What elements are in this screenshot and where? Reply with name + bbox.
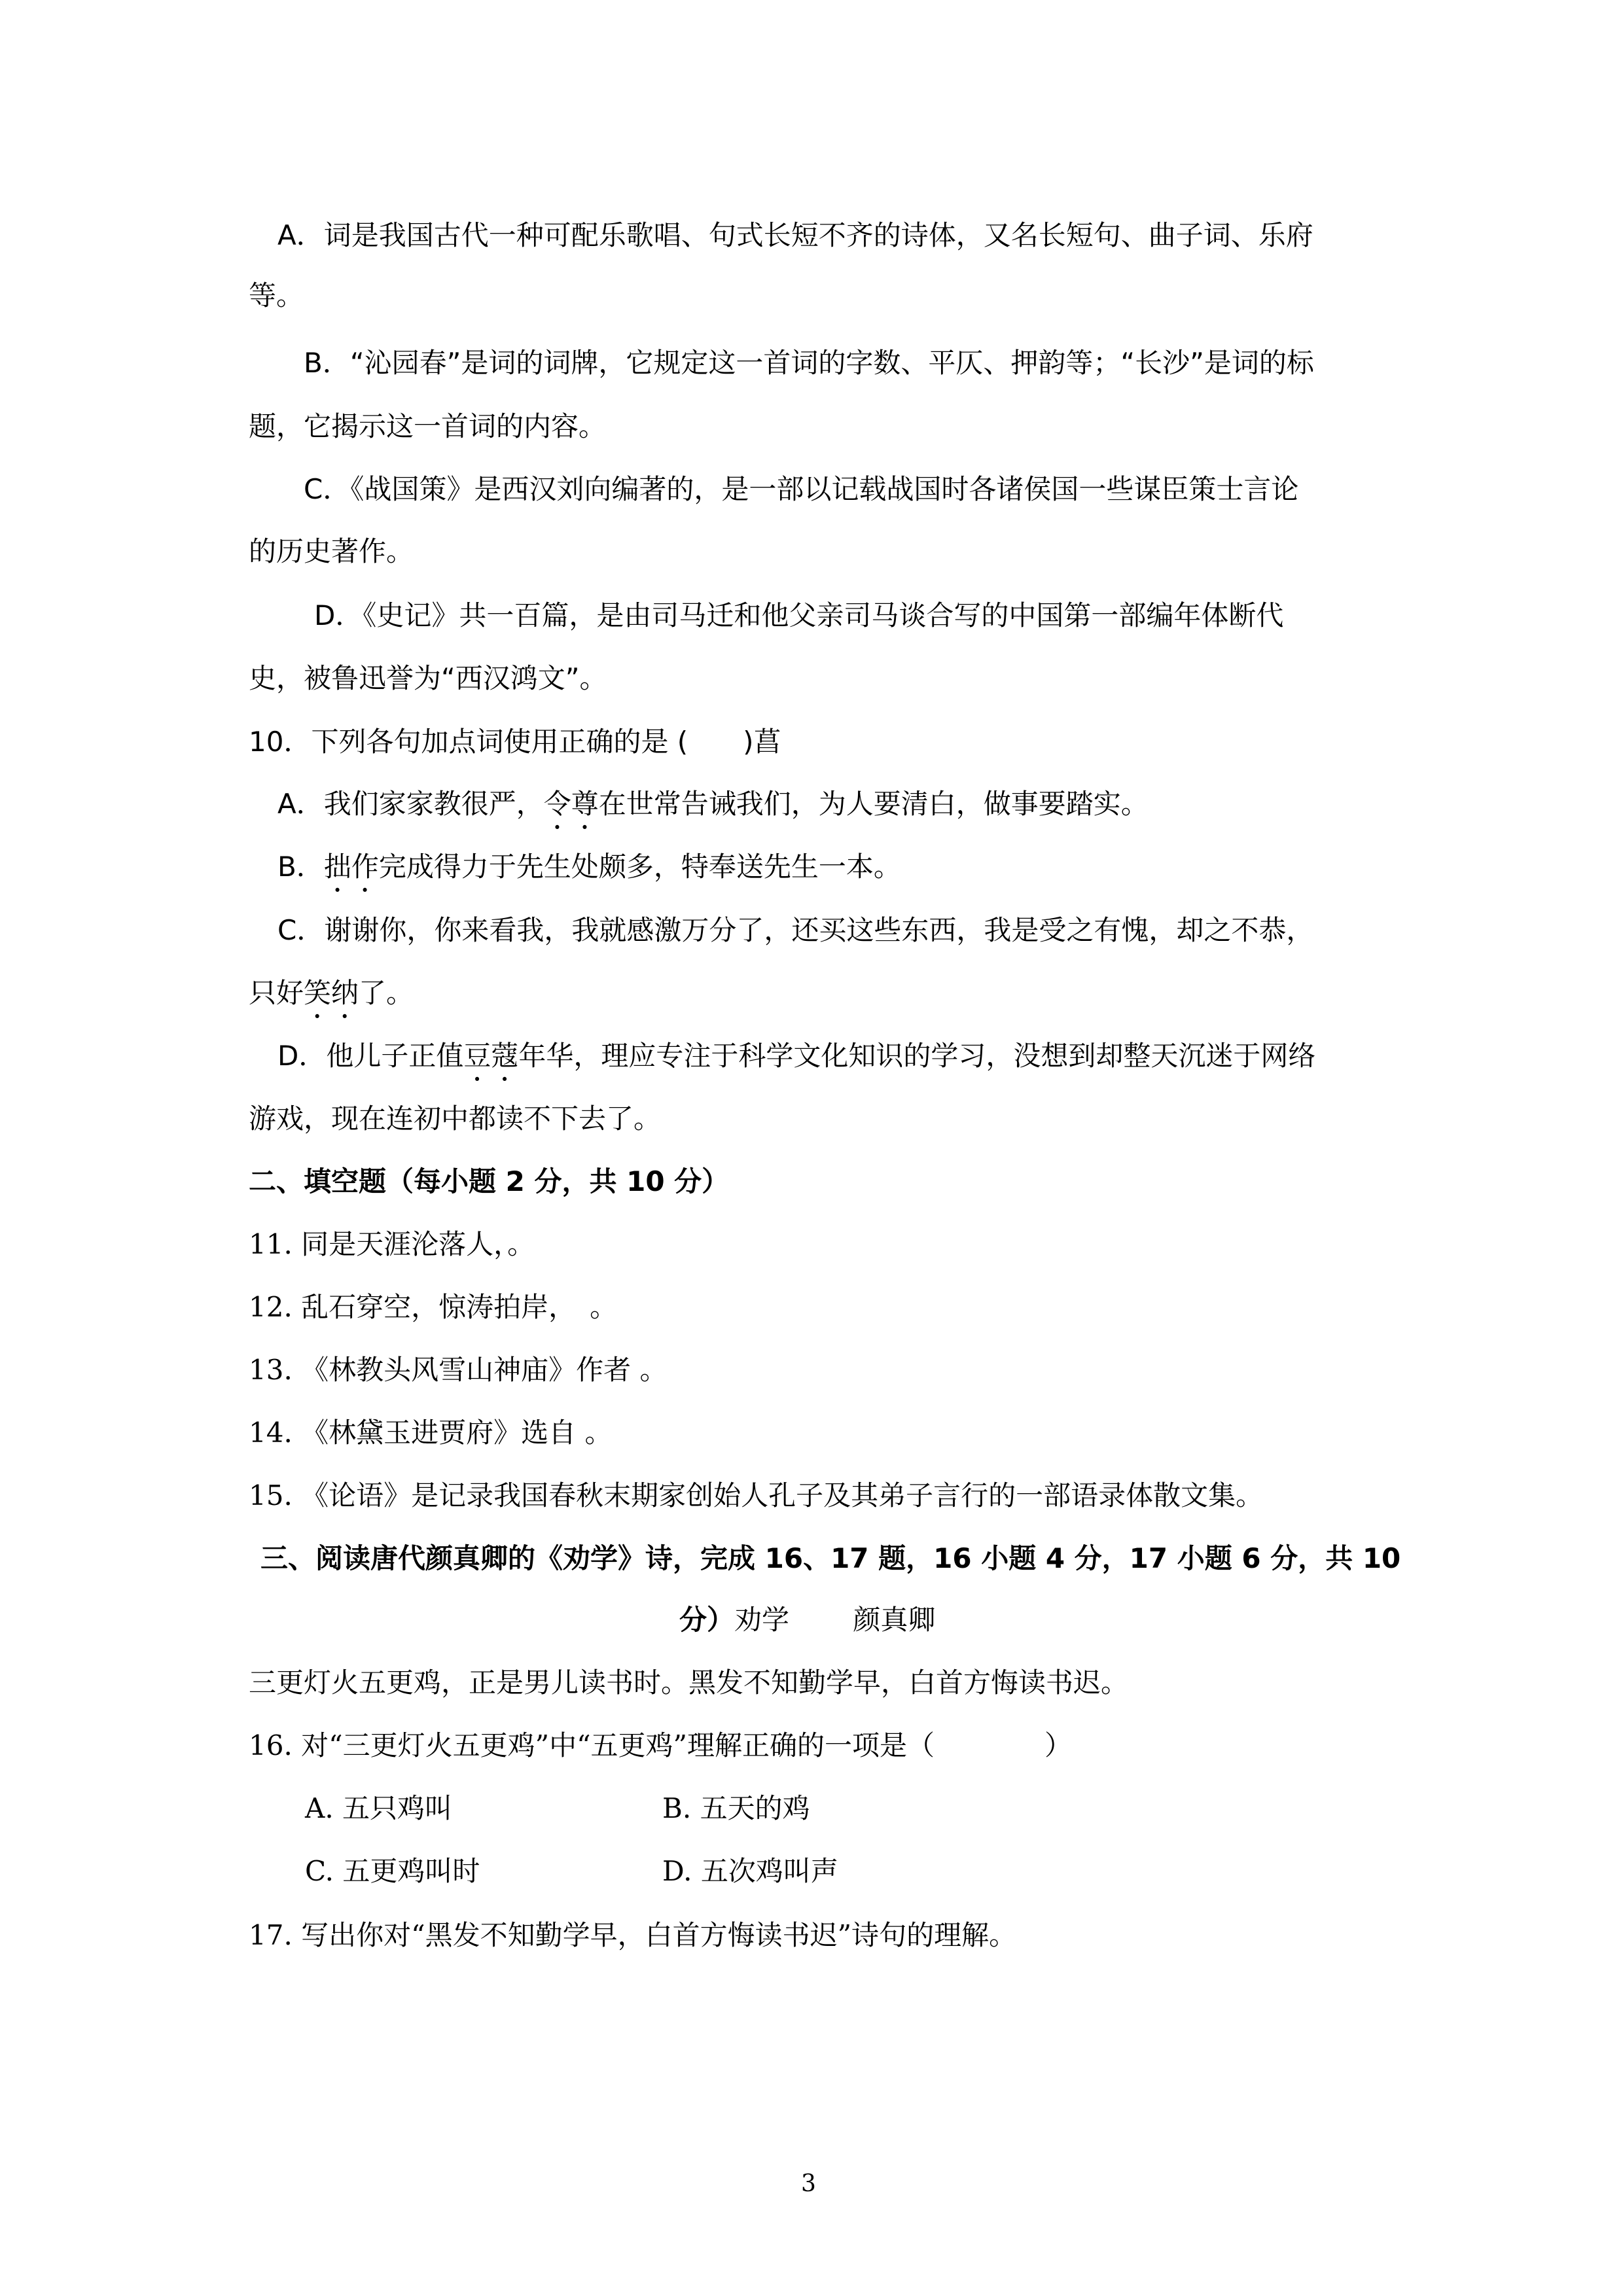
q10-option-d-line1: D．他儿子正值豆蔻年华，理应专注于科学文化知识的学习，没想到却整天沉迷于网络 — [277, 1040, 1316, 1072]
q16-option-c: C. 五更鸡叫时 — [305, 1855, 480, 1887]
section-3-heading-line1: 三、阅读唐代颜真卿的《劝学》诗，完成 16、17 题，16 小题 4 分，17 小题 6 分，共 10 — [260, 1542, 1401, 1574]
q10-option-a: A．我们家家教很严，令尊在世常告诫我们，为人要清白，做事要踏实。 — [277, 788, 1149, 820]
q10-option-c-emphasis: 笑纳 — [304, 977, 359, 1009]
q9-option-b-line1: B．“沁园春”是词的词牌，它规定这一首词的字数、平仄、押韵等；“长沙”是词的标 — [304, 347, 1314, 379]
q10-option-d-line2: 游戏，现在连初中都读不下去了。 — [249, 1103, 662, 1135]
q16-option-a: A. 五只鸡叫 — [305, 1792, 453, 1824]
q10-option-c-line1: C．谢谢你，你来看我，我就感激万分了，还买这些东西，我是受之有愧，却之不恭， — [277, 914, 1314, 946]
q9-option-d-line1: D．《史记》共一百篇，是由司马迁和他父亲司马谈合写的中国第一部编年体断代 — [314, 599, 1284, 631]
q16-option-b: B. 五天的鸡 — [662, 1792, 810, 1824]
q10-stem: 10．下列各句加点词使用正确的是 ( )菖 — [249, 726, 781, 758]
q17-stem: 17. 写出你对“黑发不知勤学早，白首方悔读书迟”诗句的理解。 — [249, 1919, 1017, 1951]
q15: 15. 《论语》是记录我国春秋末期家创始人孔子及其弟子言行的一部语录体散文集。 — [249, 1479, 1264, 1511]
section-3-heading-line2: 分）劝学 颜真卿 — [679, 1604, 936, 1636]
q10-option-c-line2: 只好笑纳了。 — [249, 977, 414, 1009]
q9-option-a-line2: 等。 — [249, 279, 304, 311]
q9-option-c-line1: C．《战国策》是西汉刘向编著的，是一部以记载战国时各诸侯国一些谋臣策士言论 — [304, 473, 1299, 505]
q10-option-a-emphasis: 令尊 — [543, 788, 599, 820]
q9-option-b-line2: 题，它揭示这一首词的内容。 — [249, 410, 607, 442]
q9-option-a-line1: A．词是我国古代一种可配乐歌唱、句式长短不齐的诗体，又名长短句、曲子词、乐府 — [277, 219, 1313, 251]
q14: 14. 《林黛玉进贾府》选自 。 — [249, 1417, 613, 1449]
page-number: 3 — [801, 2170, 816, 2197]
q10-option-b-emphasis: 拙作 — [323, 851, 379, 883]
poem-text: 三更灯火五更鸡，正是男儿读书时。黑发不知勤学早，白首方悔读书迟。 — [249, 1667, 1129, 1699]
q9-option-c-line2: 的历史著作。 — [249, 535, 414, 567]
q11: 11. 同是天涯沦落人，。 — [249, 1228, 535, 1260]
q10-option-d-emphasis: 豆蔻 — [463, 1040, 519, 1072]
q16-stem: 16. 对“三更灯火五更鸡”中“五更鸡”理解正确的一项是（ ） — [249, 1729, 1073, 1761]
q12: 12. 乱石穿空，惊涛拍岸， 。 — [249, 1291, 618, 1323]
q16-option-d: D. 五次鸡叫声 — [662, 1855, 838, 1887]
q10-option-b: B．拙作完成得力于先生处颇多，特奉送先生一本。 — [277, 851, 901, 883]
q9-option-d-line2: 史，被鲁迅誉为“西汉鸿文”。 — [249, 662, 607, 694]
q13: 13. 《林教头风雪山神庙》作者 。 — [249, 1354, 668, 1386]
section-2-heading: 二、填空题（每小题 2 分，共 10 分） — [249, 1165, 730, 1197]
